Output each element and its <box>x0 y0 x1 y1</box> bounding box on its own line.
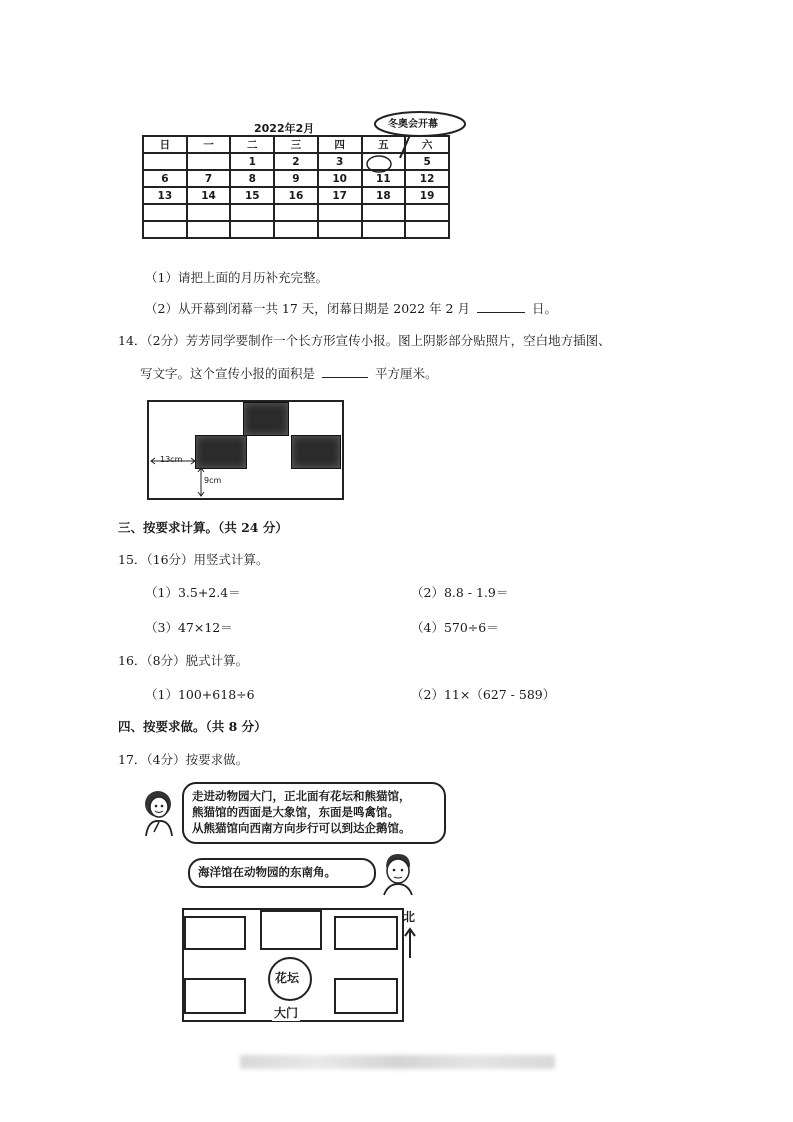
map-room-se <box>334 978 398 1014</box>
map-room-nw <box>184 916 246 950</box>
q14-text: 写文字。这个宣传小报的面积是 <box>140 366 316 381</box>
q14-suffix: 平方厘米。 <box>374 366 438 381</box>
answer-blank-date[interactable] <box>477 312 525 313</box>
calendar-figure <box>142 110 452 250</box>
section4-heading: 四、按要求做。（共 8 分） <box>118 719 267 734</box>
calendar-cell[interactable] <box>143 153 187 170</box>
north-label: 北 <box>403 910 416 924</box>
q14-line1: 14．（2分）芳芳同学要制作一个长方形宣传小报。图上阴影部分贴照片，空白地方插图、 <box>118 333 611 348</box>
calendar-cell: 六 <box>405 136 449 153</box>
calendar-cell[interactable] <box>274 221 318 238</box>
bubble2-text: 海洋馆在动物园的东南角。 <box>198 865 336 879</box>
calendar-table <box>142 135 450 239</box>
q15-item-3: （3）47×12＝ <box>145 620 233 635</box>
map-room-n <box>260 910 322 950</box>
callout-text: 冬奥会开幕 <box>388 119 438 130</box>
q17-title: 17．（4分）按要求做。 <box>118 752 249 767</box>
q16-title: 16．（8分）脱式计算。 <box>118 653 249 668</box>
calendar-cell[interactable] <box>230 204 274 221</box>
calendar-cell: 日 <box>143 136 187 153</box>
q16-item-1: （1）100+618÷6 <box>145 687 255 702</box>
map-room-sw <box>184 978 246 1014</box>
calendar-week-row <box>143 221 449 238</box>
speech-bubble-2 <box>188 858 376 888</box>
dimension-arrows <box>149 402 342 498</box>
height-label: 9cm <box>204 476 222 485</box>
calendar-cell[interactable] <box>143 204 187 221</box>
poster-figure <box>147 400 344 500</box>
q14-line2 <box>140 366 438 382</box>
calendar-week-row <box>143 204 449 221</box>
calendar-header-row <box>143 136 449 153</box>
calendar-cell: 一 <box>187 136 231 153</box>
calendar-cell: 17 <box>318 187 362 204</box>
q13-part2-text: （2）从开幕到闭幕一共 17 天，闭幕日期是 2022 年 2 月 <box>145 301 470 316</box>
q15-item-2: （2）8.8 - 1.9＝ <box>411 585 509 600</box>
calendar-cell[interactable] <box>362 221 406 238</box>
calendar-cell[interactable] <box>274 204 318 221</box>
speech-bubble-1 <box>182 782 446 844</box>
bubble1-line3: 从熊猫馆向西南方向步行可以到达企鹅馆。 <box>192 821 411 835</box>
blurred-footer <box>240 1055 555 1069</box>
bubble1-line2: 熊猫馆的西面是大象馆，东面是鸣禽馆。 <box>192 805 399 819</box>
calendar-cell[interactable] <box>143 221 187 238</box>
calendar-cell: 11 <box>362 170 406 187</box>
calendar-cell: 8 <box>230 170 274 187</box>
calendar-cell: 3 <box>318 153 362 170</box>
bubble1-line1: 走进动物园大门，正北面有花坛和熊猫馆， <box>192 789 411 803</box>
flower-bed-label: 花坛 <box>275 971 300 985</box>
q15-title: 15．（16分）用竖式计算。 <box>118 552 269 567</box>
calendar-cell[interactable] <box>187 221 231 238</box>
boy-avatar <box>378 850 418 896</box>
q15-item-4: （4）570÷6＝ <box>411 620 499 635</box>
calendar-cell: 三 <box>274 136 318 153</box>
calendar-cell[interactable] <box>362 204 406 221</box>
map-room-ne <box>334 916 398 950</box>
girl-avatar <box>140 788 176 838</box>
q13-part2-suffix: 日。 <box>531 301 557 316</box>
calendar-cell: 10 <box>318 170 362 187</box>
answer-blank-area[interactable] <box>322 377 368 378</box>
calendar-cell: 5 <box>405 153 449 170</box>
q15-item-1: （1）3.5+2.4＝ <box>145 585 241 600</box>
calendar-week-row <box>143 187 449 204</box>
calendar-title: 2022年2月 <box>254 122 315 135</box>
calendar-cell[interactable] <box>405 221 449 238</box>
zoo-map <box>182 908 404 1022</box>
calendar-cell: 18 <box>362 187 406 204</box>
calendar-cell: 7 <box>187 170 231 187</box>
calendar-cell: 16 <box>274 187 318 204</box>
flower-bed-circle <box>268 957 312 1001</box>
calendar-cell: 15 <box>230 187 274 204</box>
calendar-cell[interactable] <box>362 153 406 170</box>
calendar-cell: 6 <box>143 170 187 187</box>
calendar-cell: 1 <box>230 153 274 170</box>
calendar-cell[interactable] <box>187 153 231 170</box>
calendar-cell: 9 <box>274 170 318 187</box>
calendar-cell: 13 <box>143 187 187 204</box>
q16-item-2: （2）11×（627 - 589） <box>411 687 556 702</box>
calendar-cell: 12 <box>405 170 449 187</box>
calendar-week-row <box>143 170 449 187</box>
calendar-cell: 19 <box>405 187 449 204</box>
calendar-cell[interactable] <box>187 204 231 221</box>
calendar-cell: 四 <box>318 136 362 153</box>
calendar-cell[interactable] <box>318 221 362 238</box>
gate-label: 大门 <box>274 1006 299 1020</box>
q13-part1: （1）请把上面的月历补充完整。 <box>145 270 328 285</box>
calendar-cell: 2 <box>274 153 318 170</box>
calendar-cell: 14 <box>187 187 231 204</box>
calendar-week-row <box>143 153 449 170</box>
calendar-cell: 五 <box>362 136 406 153</box>
calendar-cell[interactable] <box>318 204 362 221</box>
calendar-cell[interactable] <box>230 221 274 238</box>
q13-part2 <box>145 301 557 317</box>
zoo-figure <box>140 780 450 1025</box>
width-label: 13cm <box>160 455 183 464</box>
north-arrow-icon <box>402 926 418 960</box>
section3-heading: 三、按要求计算。（共 24 分） <box>118 520 288 535</box>
calendar-cell: 二 <box>230 136 274 153</box>
calendar-cell[interactable] <box>405 204 449 221</box>
